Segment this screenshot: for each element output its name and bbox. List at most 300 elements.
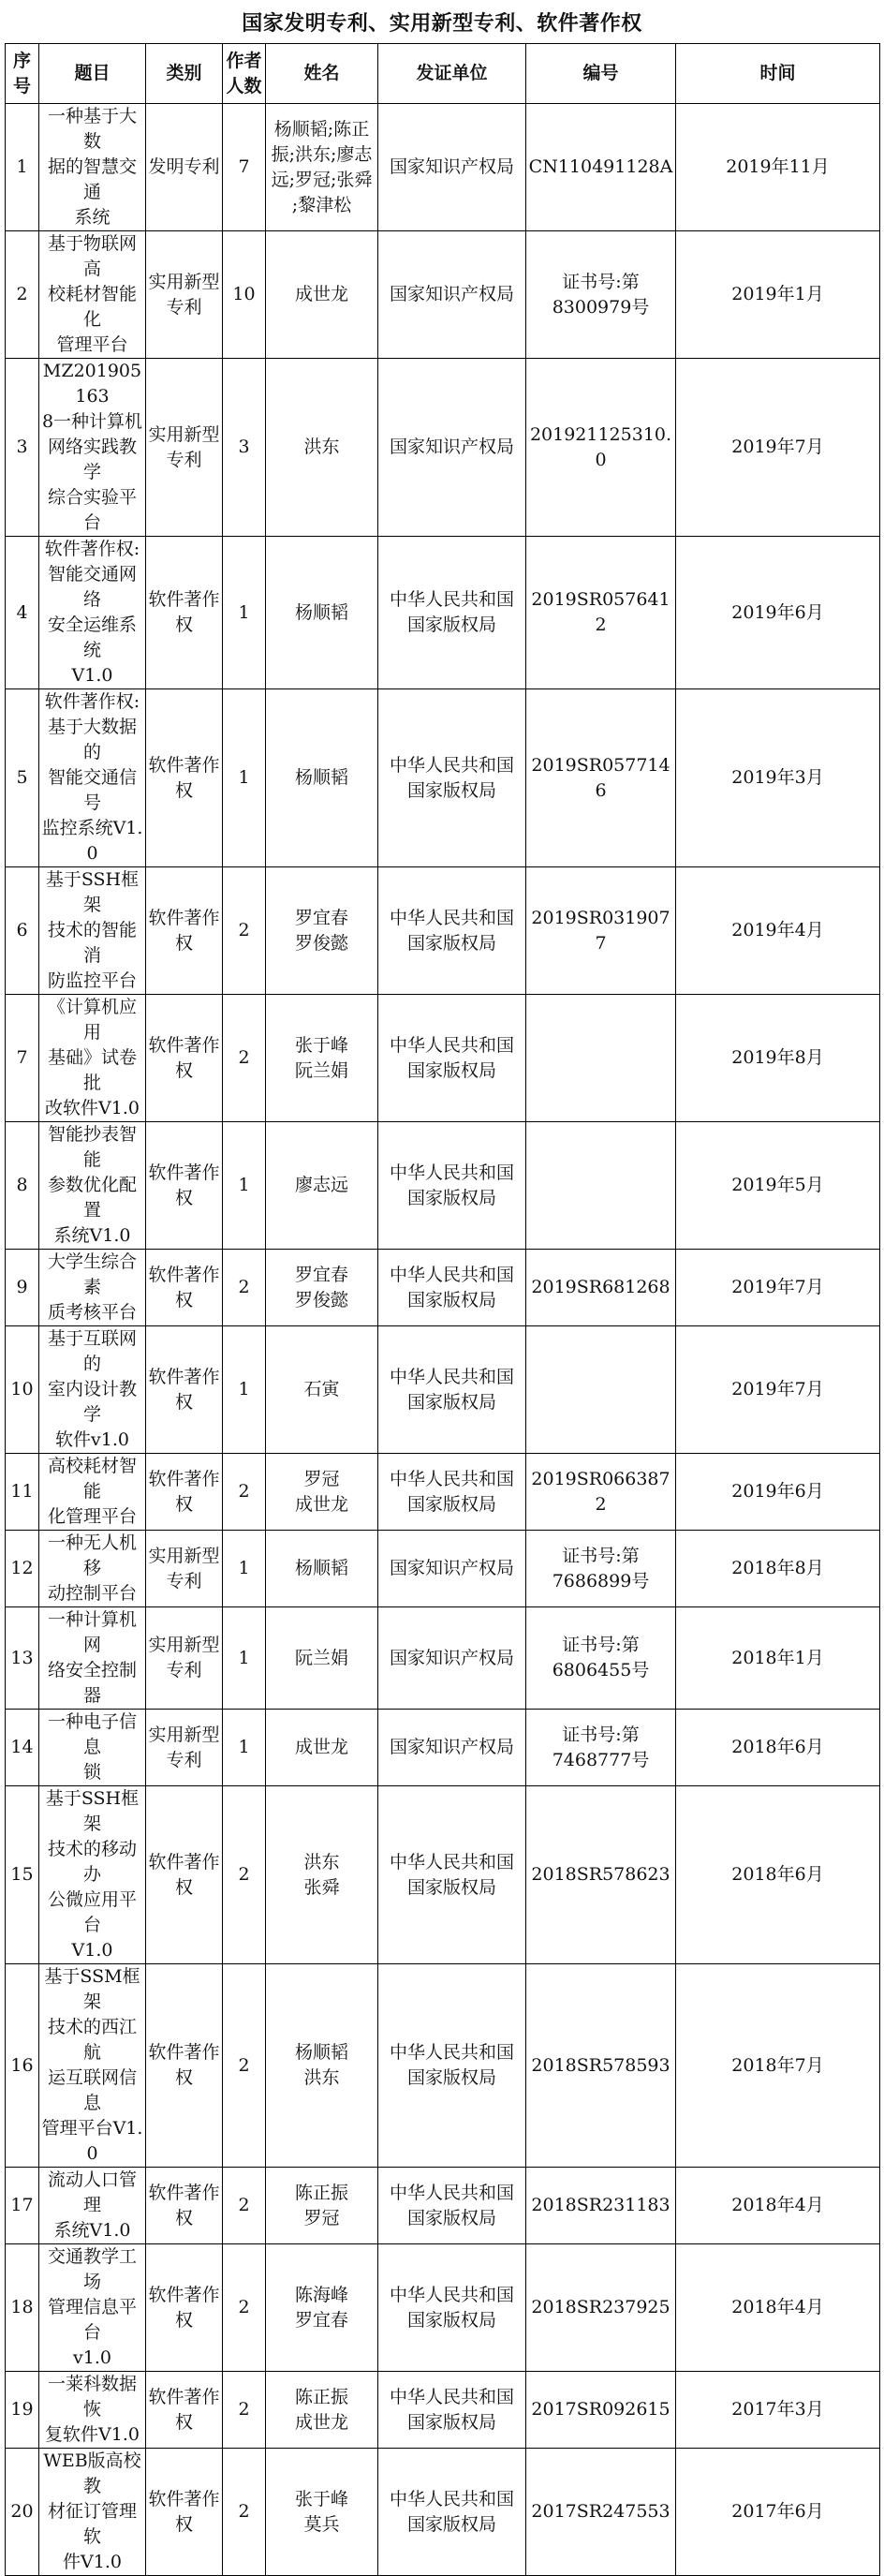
- cell-issuer-line: 中华人民共和国: [389, 2386, 514, 2407]
- cell-title: [39, 104, 146, 231]
- cell-issuer: [378, 2372, 526, 2449]
- cell-names-line: ;黎津松: [291, 194, 352, 215]
- cell-date: 2018年4月: [676, 2244, 880, 2372]
- cell-title: [39, 1122, 146, 1250]
- cell-code-line: 7686899号: [552, 1570, 650, 1591]
- cell-count: 2: [223, 1786, 266, 1964]
- cell-type-line: 软件著作: [148, 1162, 220, 1183]
- cell-count: 1: [223, 1607, 266, 1710]
- cell-title-line: 智能交通信号: [47, 767, 137, 813]
- cell-names: [266, 1607, 378, 1710]
- cell-code-line: 2017SR247553: [531, 2501, 670, 2522]
- page-title: 国家发明专利、实用新型专利、软件著作权: [242, 11, 642, 36]
- cell-type-line: 软件著作: [148, 2284, 220, 2305]
- cell-type: [146, 1122, 223, 1250]
- cell-code-line: 2019SR0577146: [531, 754, 670, 801]
- cell-code-line: 2018SR231183: [531, 2195, 670, 2215]
- cell-names: [266, 995, 378, 1122]
- cell-names-line: 杨顺韬: [294, 2042, 348, 2063]
- cell-no: 17: [6, 2168, 39, 2244]
- cell-title: [39, 1326, 146, 1454]
- cell-names: [266, 104, 378, 231]
- cell-issuer-line: 国家知识产权局: [389, 1558, 514, 1578]
- cell-issuer-line: 国家版权局: [406, 1187, 496, 1208]
- cell-names: [266, 359, 378, 537]
- cell-code: [526, 995, 676, 1122]
- cell-issuer: [378, 104, 526, 231]
- cell-type: [146, 689, 223, 867]
- cell-names: [266, 231, 378, 359]
- cell-issuer-line: 国家版权局: [406, 614, 496, 635]
- cell-title-line: 软件著作权:: [44, 691, 140, 712]
- cell-title-line: 络安全控制器: [47, 1660, 137, 1706]
- cell-names: [266, 1964, 378, 2168]
- cell-code-line: 2018SR237925: [531, 2297, 670, 2317]
- cell-type: [146, 995, 223, 1122]
- cell-no: 9: [6, 1250, 39, 1326]
- cell-no: 14: [6, 1710, 39, 1786]
- cell-count: 7: [223, 104, 266, 231]
- cell-type-line: 软件著作: [148, 1366, 220, 1387]
- table-row: [6, 537, 880, 689]
- header-issuer: 发证单位: [378, 44, 526, 104]
- cell-names: [266, 689, 378, 867]
- cell-type-line: 权: [174, 1876, 193, 1898]
- table-row: [6, 1250, 880, 1326]
- cell-issuer-line: 中华人民共和国: [389, 1468, 514, 1489]
- cell-type: [146, 1710, 223, 1786]
- cell-names-line: 阮兰娟: [294, 1059, 348, 1081]
- cell-code: [526, 2449, 676, 2576]
- cell-type-line: 权: [174, 2309, 193, 2331]
- header-title: 题目: [39, 44, 146, 104]
- cell-type-line: 软件著作: [148, 1034, 220, 1056]
- cell-names: [266, 1250, 378, 1326]
- cell-issuer: [378, 2244, 526, 2372]
- table-row: [6, 1326, 880, 1454]
- cell-title-line: V1.0: [71, 1940, 113, 1961]
- cell-type-line: 实用新型: [148, 1545, 220, 1566]
- cell-count: 2: [223, 1250, 266, 1326]
- cell-issuer-line: 国家版权局: [406, 932, 496, 954]
- cell-type: [146, 2168, 223, 2244]
- cell-names-line: 陈海峰: [294, 2284, 348, 2305]
- cell-issuer: [378, 1326, 526, 1454]
- cell-names-line: 杨顺韬: [294, 767, 348, 788]
- cell-type-line: 实用新型: [148, 1635, 220, 1655]
- cell-issuer: [378, 1786, 526, 1964]
- cell-issuer-line: 国家版权局: [406, 2309, 496, 2331]
- cell-title-line: 网络实践教学: [47, 437, 137, 482]
- cell-count: 2: [223, 1454, 266, 1531]
- cell-type: [146, 359, 223, 537]
- cell-type-line: 软件著作: [148, 1851, 220, 1873]
- cell-type-line: 权: [174, 1391, 193, 1413]
- cell-title-line: 智能抄表智能: [47, 1124, 137, 1170]
- cell-type: [146, 1607, 223, 1710]
- cell-type-line: 专利: [166, 1570, 202, 1591]
- cell-title: [39, 537, 146, 689]
- cell-code-line: CN110491128A: [528, 156, 673, 177]
- header-names: 姓名: [266, 44, 378, 104]
- cell-type-line: 软件著作: [148, 2042, 220, 2063]
- cell-date: 2019年1月: [676, 231, 880, 359]
- cell-count: 1: [223, 689, 266, 867]
- cell-issuer-line: 国家版权局: [406, 1059, 496, 1081]
- cell-no: 3: [6, 359, 39, 537]
- cell-title-line: V1.0: [71, 665, 113, 686]
- cell-names-line: 洪东: [303, 2067, 340, 2088]
- cell-issuer-line: 国家知识产权局: [389, 1647, 514, 1668]
- header-date: 时间: [676, 44, 880, 104]
- cell-issuer-line: 中华人民共和国: [389, 1851, 514, 1873]
- cell-issuer-line: 中华人民共和国: [389, 1264, 514, 1285]
- cell-issuer: [378, 1710, 526, 1786]
- cell-names-line: 罗冠: [303, 1468, 340, 1489]
- cell-title-line: 基于SSH框架: [45, 1788, 140, 1834]
- cell-title-line: 一种计算机网: [47, 1609, 137, 1655]
- cell-title-line: 管理平台: [56, 334, 128, 355]
- cell-count: 2: [223, 2449, 266, 2576]
- cell-title-line: 系统: [74, 207, 110, 228]
- cell-no: 5: [6, 689, 39, 867]
- cell-count: 1: [223, 1710, 266, 1786]
- cell-names-line: 罗宜春: [294, 2309, 348, 2331]
- cell-names-line: 成世龙: [294, 1737, 348, 1757]
- cell-names-line: 成世龙: [294, 1493, 348, 1515]
- cell-date: 2019年3月: [676, 689, 880, 867]
- cell-issuer: [378, 689, 526, 867]
- cell-title-line: 《计算机应用: [47, 997, 137, 1043]
- cell-code: [526, 104, 676, 231]
- cell-title-line: 件V1.0: [63, 2552, 122, 2572]
- cell-names-line: 罗宜春: [294, 907, 348, 928]
- cell-code: [526, 1454, 676, 1531]
- table-row: [6, 104, 880, 231]
- cell-names: [266, 2244, 378, 2372]
- cell-code: [526, 2244, 676, 2372]
- cell-issuer: [378, 359, 526, 537]
- cell-title: [39, 867, 146, 995]
- cell-date: 2018年6月: [676, 1710, 880, 1786]
- cell-names: [266, 1122, 378, 1250]
- cell-count: 1: [223, 1122, 266, 1250]
- cell-date: 2018年6月: [676, 1786, 880, 1964]
- cell-issuer-line: 国家版权局: [406, 2067, 496, 2088]
- cell-code: [526, 537, 676, 689]
- cell-date: 2017年6月: [676, 2449, 880, 2576]
- cell-issuer-line: 国家版权局: [406, 1289, 496, 1310]
- cell-type-line: 实用新型: [148, 1724, 220, 1745]
- cell-issuer-line: 中华人民共和国: [389, 1366, 514, 1387]
- cell-type: [146, 231, 223, 359]
- cell-title-line: 大学生综合素: [47, 1251, 137, 1297]
- cell-type-line: 权: [174, 2411, 193, 2433]
- cell-date: 2018年1月: [676, 1607, 880, 1710]
- cell-issuer-line: 国家知识产权局: [389, 437, 514, 457]
- cell-title-line: 室内设计教学: [47, 1379, 137, 1425]
- table-row: [6, 231, 880, 359]
- cell-title-line: 技术的智能消: [47, 920, 137, 966]
- table-row: [6, 2244, 880, 2372]
- cell-count: 2: [223, 2168, 266, 2244]
- table-row: [6, 1964, 880, 2168]
- cell-type: [146, 1326, 223, 1454]
- cell-names-line: 张舜: [303, 1876, 340, 1898]
- cell-issuer-line: 国家版权局: [406, 779, 496, 801]
- cell-title-line: MZ201905163: [42, 361, 142, 407]
- cell-title-line: 系统V1.0: [53, 2220, 131, 2241]
- cell-type: [146, 2372, 223, 2449]
- cell-type: [146, 2244, 223, 2372]
- cell-no: 8: [6, 1122, 39, 1250]
- cell-title-line: 一种电子信息: [47, 1711, 137, 1757]
- cell-issuer-line: 国家版权局: [406, 2513, 496, 2535]
- cell-count: 1: [223, 1531, 266, 1607]
- cell-code-line: 证书号:第: [562, 1545, 640, 1566]
- table-row: [6, 2449, 880, 2576]
- cell-issuer: [378, 995, 526, 1122]
- cell-no: 18: [6, 2244, 39, 2372]
- cell-title-line: 交通教学工场: [47, 2246, 137, 2292]
- cell-title-line: 运互联网信息: [47, 2067, 137, 2113]
- cell-count: 2: [223, 2244, 266, 2372]
- cell-type-line: 专利: [166, 1660, 202, 1680]
- cell-title-line: 复软件V1.0: [45, 2424, 140, 2445]
- cell-names-line: 张于峰: [294, 1034, 348, 1056]
- cell-date: 2019年11月: [676, 104, 880, 231]
- cell-type-line: 发明专利: [148, 156, 220, 177]
- cell-title-line: 锁: [82, 1762, 101, 1783]
- cell-title: [39, 1786, 146, 1964]
- table-body: [6, 104, 880, 2576]
- cell-code: [526, 231, 676, 359]
- patent-table: [5, 43, 880, 2576]
- cell-title-line: 据的智慧交通: [47, 156, 137, 202]
- cell-names-line: 洪东: [303, 1851, 340, 1873]
- cell-code-line: 6806455号: [552, 1660, 650, 1680]
- cell-type-line: 实用新型: [148, 423, 220, 445]
- cell-no: 12: [6, 1531, 39, 1607]
- cell-no: 15: [6, 1786, 39, 1964]
- cell-issuer-line: 国家知识产权局: [389, 284, 514, 304]
- cell-title-line: 流动人口管理: [47, 2169, 137, 2215]
- cell-names: [266, 2372, 378, 2449]
- cell-code-line: 7468777号: [552, 1749, 650, 1770]
- header-count: 作者 人数: [223, 44, 266, 104]
- cell-no: 16: [6, 1964, 39, 2168]
- cell-names-line: 罗俊懿: [294, 932, 348, 954]
- cell-no: 2: [6, 231, 39, 359]
- cell-issuer-line: 中华人民共和国: [389, 2488, 514, 2509]
- cell-count: 2: [223, 1964, 266, 2168]
- cell-title-line: WEB版高校教: [43, 2450, 141, 2496]
- cell-title: [39, 1964, 146, 2168]
- table-row: [6, 867, 880, 995]
- cell-title: [39, 2372, 146, 2449]
- cell-issuer-line: 国家版权局: [406, 1391, 496, 1413]
- cell-title: [39, 2449, 146, 2576]
- cell-no: 20: [6, 2449, 39, 2576]
- header-type: 类别: [146, 44, 223, 104]
- cell-names-line: 洪东: [303, 437, 340, 457]
- cell-title-line: 材征订管理软: [47, 2501, 137, 2547]
- cell-names-line: 石寅: [303, 1379, 340, 1399]
- cell-issuer-line: 中华人民共和国: [389, 1162, 514, 1183]
- cell-names-line: 罗冠: [303, 2207, 340, 2228]
- cell-count: 10: [223, 231, 266, 359]
- cell-code: [526, 867, 676, 995]
- cell-title-line: 基于物联网高: [47, 233, 137, 279]
- cell-type-line: 软件著作: [148, 589, 220, 610]
- cell-title-line: 技术的移动办: [47, 1839, 137, 1885]
- cell-code-line: 证书号:第: [562, 1635, 640, 1655]
- cell-code: [526, 1607, 676, 1710]
- cell-title-line: 一种无人机移: [47, 1532, 137, 1578]
- cell-date: 2019年5月: [676, 1122, 880, 1250]
- cell-title-line: 技术的西江航: [47, 2017, 137, 2063]
- cell-names-line: 振;洪东;廖志: [271, 143, 373, 165]
- cell-code-line: 证书号:第: [562, 1724, 640, 1745]
- cell-issuer: [378, 1964, 526, 2168]
- table-header-row: [6, 44, 880, 104]
- cell-code-line: 2019SR0319077: [531, 907, 670, 954]
- cell-names-line: 陈正振: [294, 2386, 348, 2407]
- cell-title: [39, 359, 146, 537]
- cell-no: 7: [6, 995, 39, 1122]
- cell-names: [266, 1454, 378, 1531]
- cell-code: [526, 689, 676, 867]
- cell-issuer: [378, 537, 526, 689]
- header-code: 编号: [526, 44, 676, 104]
- cell-type-line: 权: [174, 1493, 193, 1515]
- cell-type-line: 权: [174, 1289, 193, 1310]
- cell-code: [526, 2372, 676, 2449]
- cell-names-line: 杨顺韬: [294, 1558, 348, 1578]
- cell-title-line: 改软件V1.0: [45, 1098, 140, 1118]
- table-row: [6, 1531, 880, 1607]
- cell-code-line: 201921125310.: [529, 423, 672, 445]
- cell-title: [39, 2168, 146, 2244]
- cell-issuer: [378, 867, 526, 995]
- cell-type-line: 软件著作: [148, 1468, 220, 1489]
- cell-names: [266, 1710, 378, 1786]
- cell-type-line: 权: [174, 2513, 193, 2535]
- cell-type-line: 权: [174, 614, 193, 635]
- cell-no: 11: [6, 1454, 39, 1531]
- table-row: [6, 995, 880, 1122]
- cell-issuer: [378, 231, 526, 359]
- cell-no: 19: [6, 2372, 39, 2449]
- cell-code-line: 证书号:第: [562, 271, 640, 292]
- cell-issuer-line: 国家版权局: [406, 1876, 496, 1898]
- cell-date: 2019年7月: [676, 359, 880, 537]
- cell-type-line: 软件著作: [148, 2488, 220, 2509]
- cell-type-line: 权: [174, 932, 193, 954]
- cell-type-line: 权: [174, 1187, 193, 1208]
- cell-names-line: 远;罗冠;张舜: [271, 169, 373, 190]
- cell-code-line: 2017SR092615: [531, 2399, 670, 2420]
- table-row: [6, 2372, 880, 2449]
- cell-date: 2018年4月: [676, 2168, 880, 2244]
- cell-title: [39, 1710, 146, 1786]
- table-row: [6, 359, 880, 537]
- cell-names-line: 成世龙: [294, 284, 348, 304]
- cell-title-line: 质考核平台: [47, 1302, 137, 1323]
- header-seq: 序 号: [6, 44, 39, 104]
- cell-names-line: 阮兰娟: [294, 1647, 348, 1668]
- cell-issuer: [378, 2168, 526, 2244]
- cell-code: [526, 1326, 676, 1454]
- cell-names: [266, 1326, 378, 1454]
- cell-no: 6: [6, 867, 39, 995]
- cell-count: 1: [223, 537, 266, 689]
- cell-code: [526, 1964, 676, 2168]
- cell-title-line: 高校耗材智能: [47, 1456, 137, 1502]
- cell-names-line: 罗俊懿: [294, 1289, 348, 1310]
- cell-type-line: 专利: [166, 1749, 202, 1770]
- cell-type-line: 专利: [166, 449, 202, 470]
- cell-type: [146, 537, 223, 689]
- cell-type-line: 专利: [166, 296, 202, 318]
- cell-title-line: 软件著作权:: [44, 539, 140, 559]
- cell-issuer: [378, 1607, 526, 1710]
- cell-issuer: [378, 1531, 526, 1607]
- cell-names-line: 杨顺韬: [294, 601, 348, 623]
- cell-title: [39, 1454, 146, 1531]
- cell-code-line: 2018SR578593: [531, 2054, 670, 2076]
- cell-code: [526, 1122, 676, 1250]
- cell-date: 2018年8月: [676, 1531, 880, 1607]
- cell-count: 1: [223, 1326, 266, 1454]
- cell-title-line: 参数优化配置: [47, 1175, 137, 1221]
- cell-issuer: [378, 1122, 526, 1250]
- cell-issuer-line: 中华人民共和国: [389, 907, 514, 928]
- cell-names-line: 陈正振: [294, 2182, 348, 2203]
- cell-issuer-line: 中华人民共和国: [389, 2042, 514, 2063]
- cell-type-line: 权: [174, 779, 193, 801]
- table-row: [6, 1786, 880, 1964]
- cell-date: 2017年3月: [676, 2372, 880, 2449]
- cell-title-line: 化管理平台: [47, 1506, 137, 1527]
- cell-type: [146, 867, 223, 995]
- cell-type-line: 软件著作: [148, 2182, 220, 2203]
- cell-title-line: 系统V1.0: [53, 1225, 131, 1246]
- cell-title-line: 校耗材智能化: [47, 284, 137, 330]
- cell-title-line: 软件v1.0: [55, 1429, 129, 1450]
- cell-type: [146, 1454, 223, 1531]
- cell-issuer-line: 国家版权局: [406, 2207, 496, 2228]
- cell-title-line: 防监控平台: [47, 970, 137, 991]
- cell-no: 13: [6, 1607, 39, 1710]
- cell-count: 2: [223, 995, 266, 1122]
- cell-names: [266, 1531, 378, 1607]
- cell-date: 2019年4月: [676, 867, 880, 995]
- cell-issuer-line: 中华人民共和国: [389, 589, 514, 610]
- cell-no: 4: [6, 537, 39, 689]
- cell-type: [146, 2449, 223, 2576]
- cell-title-line: 基础》试卷批: [47, 1047, 137, 1093]
- cell-date: 2019年8月: [676, 995, 880, 1122]
- cell-title: [39, 689, 146, 867]
- cell-title-line: 一莱科数据恢: [47, 2374, 137, 2420]
- table-row: [6, 1607, 880, 1710]
- cell-names-line: 罗宜春: [294, 1264, 348, 1285]
- cell-date: 2019年6月: [676, 1454, 880, 1531]
- cell-title-line: 8一种计算机: [41, 411, 143, 432]
- cell-title-line: 公微应用平台: [47, 1889, 137, 1935]
- cell-names-line: 莫兵: [303, 2513, 340, 2535]
